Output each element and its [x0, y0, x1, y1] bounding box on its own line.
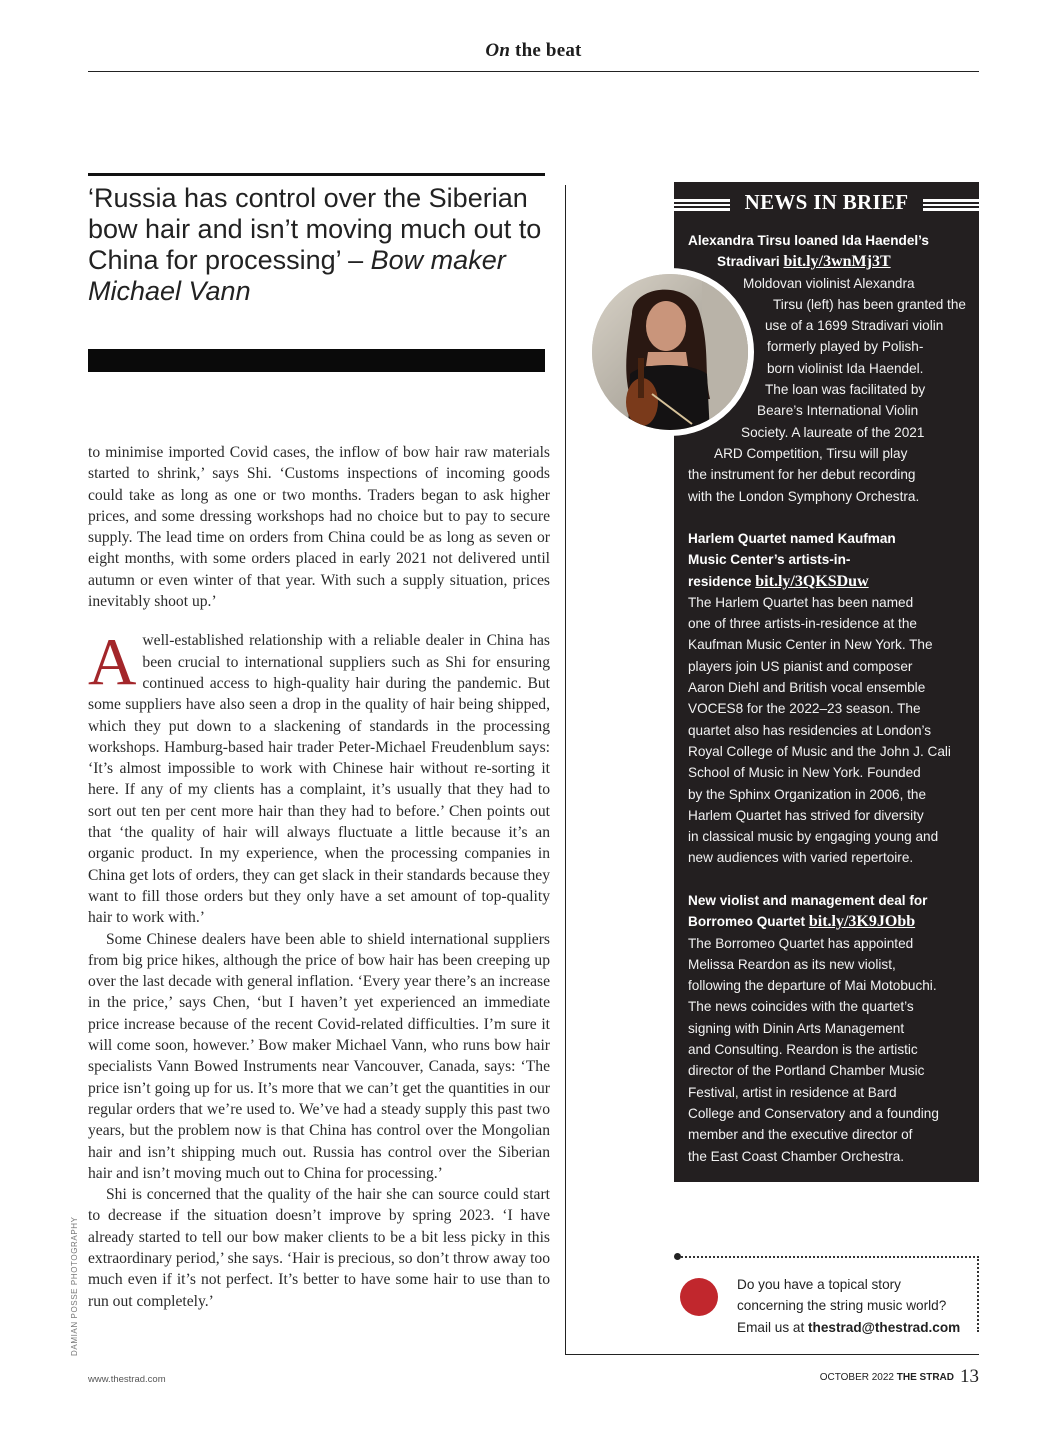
paragraph-3: Some Chinese dealers have been able to shield international suppliers from big price hikes, although the price of bow hair has been creeping up over the last decade with general inflation. ‘Every year there’s an increase in the price,’ says Chen, ‘but I haven’t yet experienced an immediate price increase because of the recent Covid-related difficulties. I’m sure it will come soon, however.’ Bow maker Michael Vann, who runs bow hair specialists Vann Bowed Instruments near Vancouver, Canada, says: ‘The price isn’t going up for us. It’s more that we can’t get the quantities in our regular orders that we’re used to. We’ve had a steady supply this past two years, but the problem now is that China has control over the Mongolian hair and isn’t shipping much out. Russia has control over the Siberian hair and isn’t moving much out to China for processing.’: [88, 930, 550, 1182]
news-headline-line: Stradivari: [717, 254, 784, 270]
news-body-line: use of a 1699 Stradivari violin: [765, 318, 944, 334]
news-body-line: member and the executive director of: [688, 1127, 913, 1143]
news-headline-line: residence: [688, 573, 756, 589]
news-body-line: following the departure of Mai Motobuchi.: [688, 978, 937, 994]
magazine-name: THE STRAD: [896, 1372, 954, 1383]
news-body-line: one of three artists-in-residence at the: [688, 616, 917, 632]
news-body-line: College and Conservatory and a founding: [688, 1105, 939, 1121]
footer-issue: [820, 1366, 979, 1388]
news-body-line: VOCES8 for the 2022–23 season. The: [688, 701, 921, 717]
violinist-portrait-photo: [586, 268, 754, 436]
news-body-line: new audiences with varied repertoire.: [688, 850, 914, 866]
news-link-tirsu[interactable]: bit.ly/3wnMj3T: [783, 253, 891, 271]
news-link-borromeo[interactable]: bit.ly/3K9JObb: [808, 913, 916, 931]
news-body-line: School of Music in New York. Founded: [688, 765, 921, 781]
news-body-line: formerly played by Polish-: [767, 339, 924, 355]
news-body-line: quartet also has residencies at London’s: [688, 722, 932, 738]
news-headline-line: New violist and management deal for: [688, 893, 928, 908]
photo-credit: DAMIAN POSSE PHOTOGRAPHY: [70, 1216, 79, 1356]
column-bottom-rule: [565, 1354, 979, 1355]
news-body-line: Tirsu (left) has been granted the: [773, 296, 966, 312]
article-body: [88, 442, 550, 1312]
page-number: 13: [960, 1366, 979, 1387]
news-title: NEWS IN BRIEF: [744, 190, 909, 214]
paragraph-4: Shi is concerned that the quality of the hair she can source could start to decrease if the situation doesn’t improve by spring 2023. ‘I have already started to tell our bow maker clients to be a bit less picky in this extraordinary period,’ she says. ‘Hair is precious, so don’t throw away too much even if it’s not perfect. It’s better to have some hair to use than to run out completely.’: [88, 1186, 550, 1310]
section-header: [88, 40, 979, 72]
news-body-line: The news coincides with the quartet’s: [688, 999, 914, 1015]
news-headline-line: Harlem Quartet named Kaufman: [688, 531, 896, 546]
issue-date: OCTOBER 2022: [819, 1372, 897, 1383]
news-headline-line: Music Center’s artists-in-: [688, 552, 851, 568]
news-body-line: ARD Competition, Tirsu will play: [714, 445, 908, 461]
news-link-harlem[interactable]: bit.ly/3QKSDuw: [755, 572, 869, 590]
news-body-line: director of the Portland Chamber Music: [688, 1063, 925, 1079]
pullquote: [88, 183, 545, 307]
pullquote-attribution: Bow maker Michael Vann: [88, 245, 506, 306]
news-body-line: The Harlem Quartet has been named: [688, 594, 914, 610]
news-body-line: by the Sphinx Organization in 2006, the: [688, 786, 927, 802]
news-body-line: Society. A laureate of the 2021: [741, 424, 925, 440]
news-item-harlem: [688, 528, 968, 869]
news-body-line: Melissa Reardon as its new violist,: [688, 956, 896, 972]
paragraph-2: Awell-established relationship with a reliable dealer in China has been crucial to international suppliers such as Shi for ensuring continued access to high-quality hair during the pandemic. But some suppliers have also seen a drop in the quality of hair being shipped, which they put down to a slackening of standards in the processing workshops. Hamburg-based hair trader Peter-Michael Freudenblum says: ‘It’s almost impossible to work with Chinese hair without re-sorting it here. If any of my clients has a complaint, it’s usually that they had to sort out ten per cent more hair than they had to before.’ Chen points out that ‘the quality of hair will always fluctuate a little because it’s an organic product. In my experience, when the processing companies in China get lots of orders, they can get slack in their standards because they want to fill those orders but they only have a set amount of top-quality hair to work with.’: [88, 625, 550, 927]
portrait-illustration: [592, 274, 748, 430]
news-body-line: in classical music by engaging young and: [688, 829, 939, 845]
news-body-line: Moldovan violinist Alexandra: [743, 275, 915, 291]
news-body-line: born violinist Ida Haendel.: [767, 360, 924, 376]
news-body-line: Royal College of Music and the John J. Cali: [688, 743, 951, 759]
contact-email-link[interactable]: thestrad@thestrad.com: [808, 1319, 961, 1335]
news-body-line: and Consulting. Reardon is the artistic: [688, 1042, 918, 1058]
callout-text: Do you have a topical story concerning the string music world? Email us at thestrad@thestrad.com: [737, 1277, 961, 1335]
pullquote-text: ‘Russia has control over the Siberian bow hair and isn’t moving much out to China for processing’ –: [88, 183, 542, 275]
news-body-line: Festival, artist in residence at Bard: [688, 1084, 897, 1100]
news-body-line: Kaufman Music Center in New York. The: [688, 637, 933, 653]
red-circle-icon: [680, 1278, 718, 1316]
news-body-line: The loan was facilitated by: [765, 382, 926, 398]
news-body-line: The Borromeo Quartet has appointed: [688, 935, 914, 951]
column-divider: [565, 185, 566, 1355]
news-body-line: Harlem Quartet has strived for diversity: [688, 807, 924, 823]
news-body-line: with the London Symphony Orchestra.: [688, 488, 920, 504]
footer-website: www.thestrad.com: [88, 1374, 166, 1385]
section-title: On the beat: [485, 40, 582, 61]
news-body-line: Aaron Diehl and British vocal ensemble: [688, 680, 926, 696]
pullquote-top-rule: [88, 173, 545, 176]
news-headline-line: Alexandra Tirsu loaned Ida Haendel’s: [688, 233, 929, 248]
news-body-line: players join US pianist and composer: [688, 658, 913, 674]
news-body-line: the East Coast Chamber Orchestra.: [688, 1148, 905, 1164]
drop-cap: A: [88, 625, 137, 700]
paragraph-1: to minimise imported Covid cases, the inflow of bow hair raw materials started to shrink,’ says Shi. ‘Customs inspections of incoming goods could take as long as one or two months. Traders began to ask higher prices, and some dressing workshops had no choice but to pay to secure supply. The lead time on orders from China could be as long as seven or eight months, with some orders placed in early 2021 not delivered until autumn or even winter of that year. With such a supply situation, prices inevitably shoot up.’: [88, 444, 550, 611]
contact-callout: [676, 1256, 979, 1335]
callout-dot: [674, 1253, 681, 1260]
news-body-line: the instrument for her debut recording: [688, 467, 916, 483]
news-item-borromeo: [688, 890, 968, 1167]
news-headline-line: Borromeo Quartet: [688, 914, 809, 930]
news-body-line: signing with Dinin Arts Management: [688, 1020, 905, 1036]
header-ornament-right: [923, 199, 979, 211]
news-header: [674, 190, 979, 220]
pullquote-bottom-bar: [88, 349, 545, 372]
news-body-line: Beare’s International Violin: [757, 403, 919, 419]
